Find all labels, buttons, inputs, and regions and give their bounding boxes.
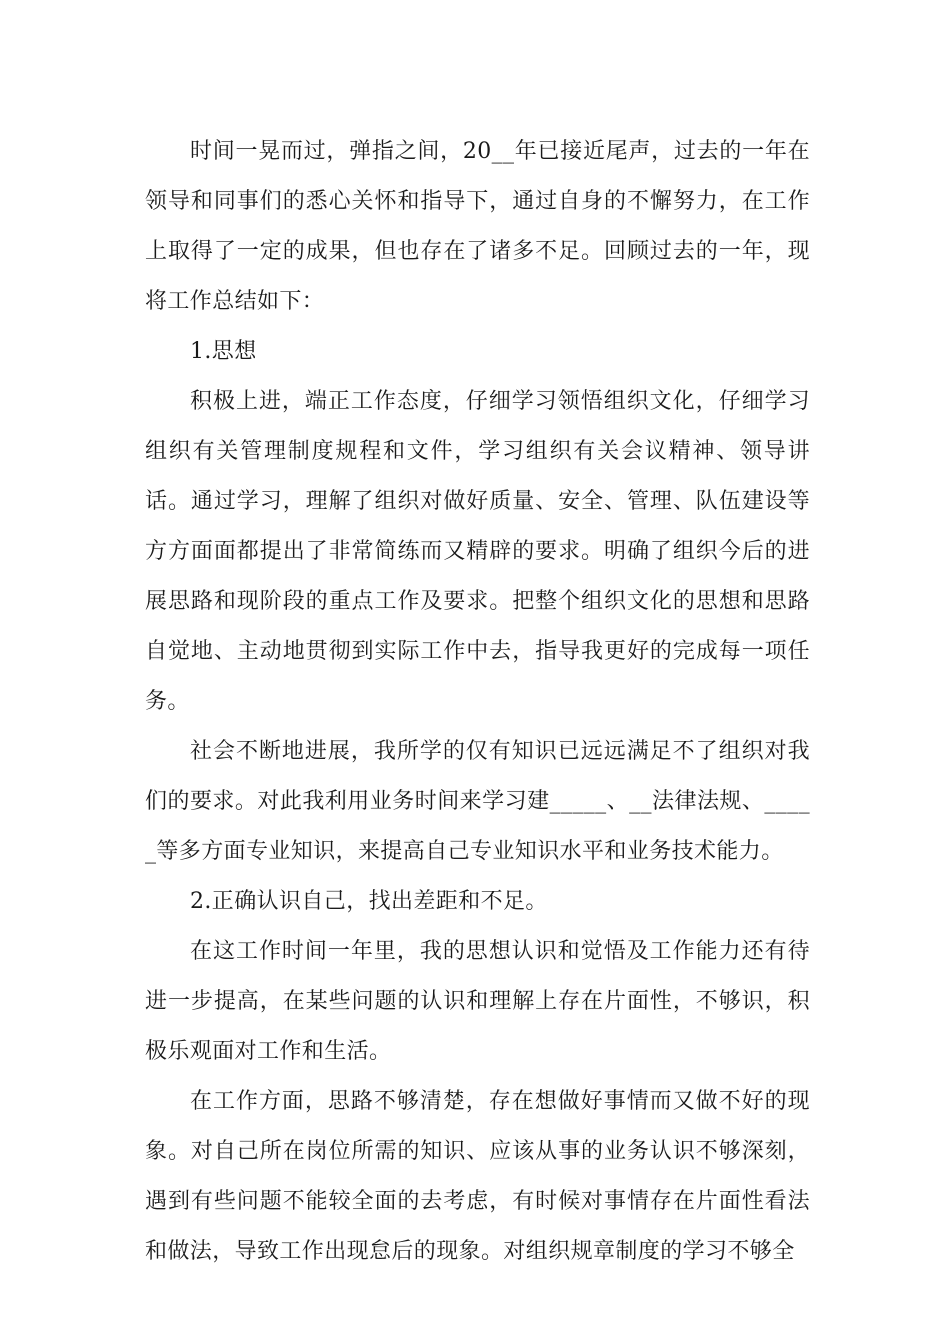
section-heading-self-awareness: 2.正确认识自己，找出差距和不足。	[190, 889, 548, 914]
thought-paragraph: 积极上进，端正工作态度，仔细学习领悟组织文化，仔细学习组织有关管理制度规程和文件，学习组织有关会议精神、领导讲话。通过学习，理解了组织对做好质量、安全、管理、队伍建设等方方面面都提出了非常简练而又精辟的要求。明确了组织今后的进展思路和现阶段的重点工作及要求。把整个组织文化的思想和思路自觉地、主动地贯彻到实际工作中去，指导我更好的完成每一项任务。	[145, 389, 810, 714]
document-body	[145, 127, 810, 1277]
learning-paragraph: 社会不断地进展，我所学的仅有知识已远远满足不了组织对我们的要求。对此我利用业务时间来学习建_____、__法律法规、_____等多方面专业知识，来提高自己专业知识水平和业务技术能力。	[145, 739, 810, 864]
intro-paragraph: 时间一晃而过，弹指之间，20__年已接近尾声，过去的一年在领导和同事们的悉心关怀和指导下，通过自身的不懈努力，在工作上取得了一定的成果，但也存在了诸多不足。回顾过去的一年，现将工作总结如下：	[145, 139, 810, 314]
work-shortcomings-paragraph: 在工作方面，思路不够清楚，存在想做好事情而又做不好的现象。对自己所在岗位所需的知识、应该从事的业务认识不够深刻，遇到有些问题不能较全面的去考虑，有时候对事情存在片面性看法和做法，导致工作出现怠后的现象。对组织规章制度的学习不够全	[145, 1089, 810, 1264]
self-awareness-paragraph: 在这工作时间一年里，我的思想认识和觉悟及工作能力还有待进一步提高，在某些问题的认识和理解上存在片面性，不够识，积极乐观面对工作和生活。	[145, 939, 810, 1064]
section-heading-thought: 1.思想	[190, 339, 257, 364]
